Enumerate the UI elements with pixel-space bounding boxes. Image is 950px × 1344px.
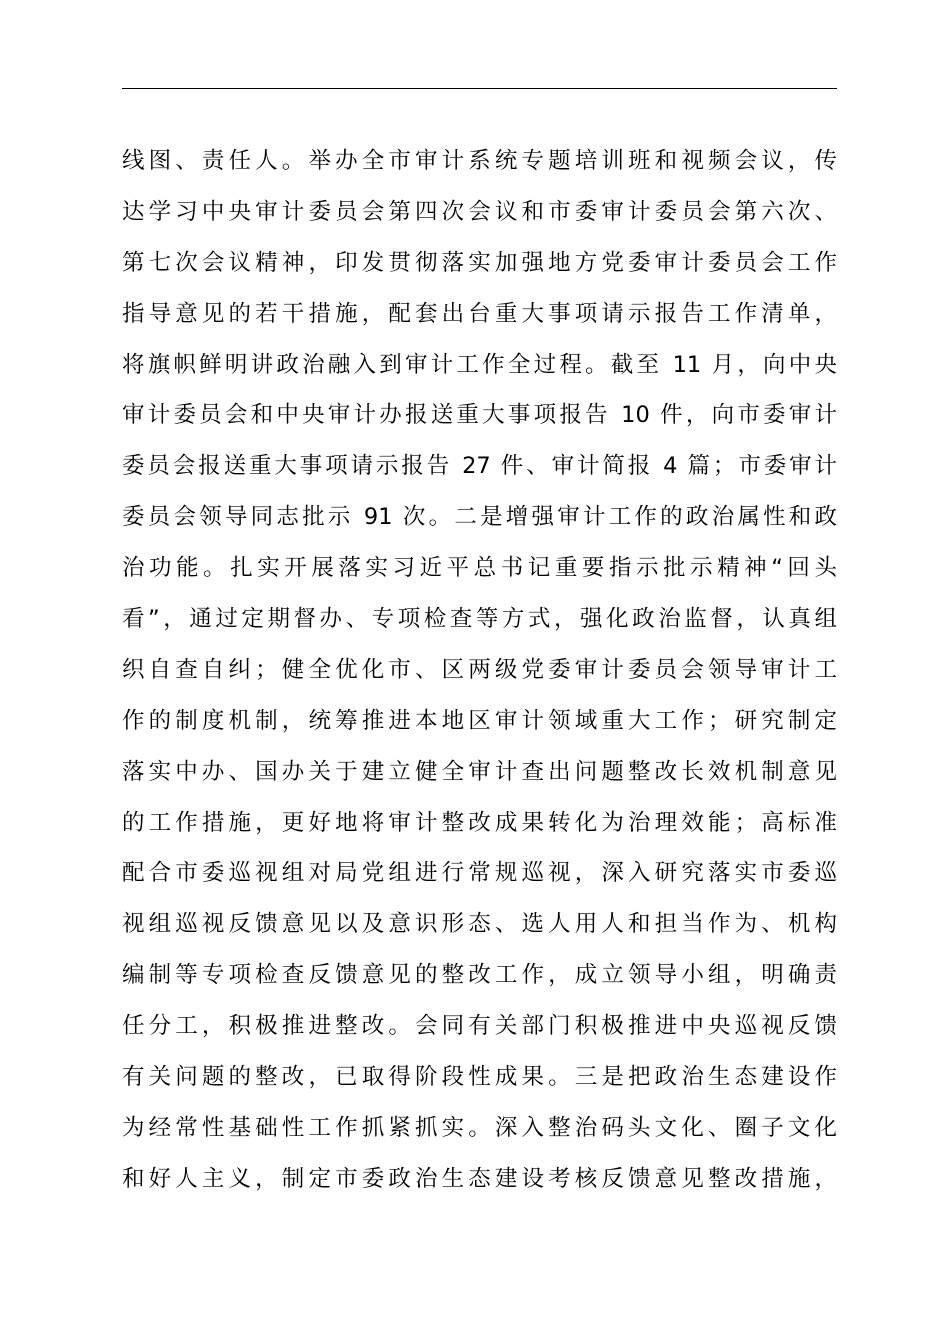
body-paragraph	[122, 136, 837, 1205]
text-line: 编制等专项检查反馈意见的整改工作，成立领导小组，明确责	[122, 962, 837, 989]
text-line: 第七次会议精神，印发贯彻落实加强地方党委审计委员会工作	[122, 249, 837, 276]
text-line: 视组巡视反馈意见以及意识形态、选人用人和担当作为、机构	[122, 911, 837, 938]
text-line: 织自查自纠；健全优化市、区两级党委审计委员会领导审计工	[122, 656, 837, 683]
text-line: 看”，通过定期督办、专项检查等方式，强化政治监督，认真组	[122, 606, 837, 633]
text-line: 委员会领导同志批示 91 次。二是增强审计工作的政治属性和政	[122, 504, 837, 531]
text-line: 的工作措施，更好地将审计整改成果转化为治理效能；高标准	[122, 809, 837, 836]
text-line: 配合市委巡视组对局党组进行常规巡视，深入研究落实市委巡	[122, 860, 837, 887]
text-line: 指导意见的若干措施，配套出台重大事项请示报告工作清单，	[122, 300, 837, 327]
header-rule	[122, 88, 837, 89]
text-line: 委员会报送重大事项请示报告 27 件、审计简报 4 篇；市委审计	[122, 453, 837, 480]
text-line: 落实中办、国办关于建立健全审计查出问题整改长效机制意见	[122, 758, 837, 785]
text-line: 审计委员会和中央审计办报送重大事项报告 10 件，向市委审计	[122, 402, 837, 429]
text-line: 任分工，积极推进整改。会同有关部门积极推进中央巡视反馈	[122, 1013, 837, 1040]
text-line: 和好人主义，制定市委政治生态建设考核反馈意见整改措施，	[122, 1165, 837, 1192]
text-line: 线图、责任人。举办全市审计系统专题培训班和视频会议，传	[122, 148, 837, 174]
text-line: 达学习中央审计委员会第四次会议和市委审计委员会第六次、	[122, 198, 837, 225]
text-line: 治功能。扎实开展落实习近平总书记重要指示批示精神“回头	[122, 555, 837, 582]
text-line: 有关问题的整改，已取得阶段性成果。三是把政治生态建设作	[122, 1064, 837, 1091]
text-line: 将旗帜鲜明讲政治融入到审计工作全过程。截至 11 月，向中央	[122, 351, 837, 378]
text-line: 作的制度机制，统筹推进本地区审计领域重大工作；研究制定	[122, 707, 837, 734]
text-line: 为经常性基础性工作抓紧抓实。深入整治码头文化、圈子文化	[122, 1114, 837, 1141]
